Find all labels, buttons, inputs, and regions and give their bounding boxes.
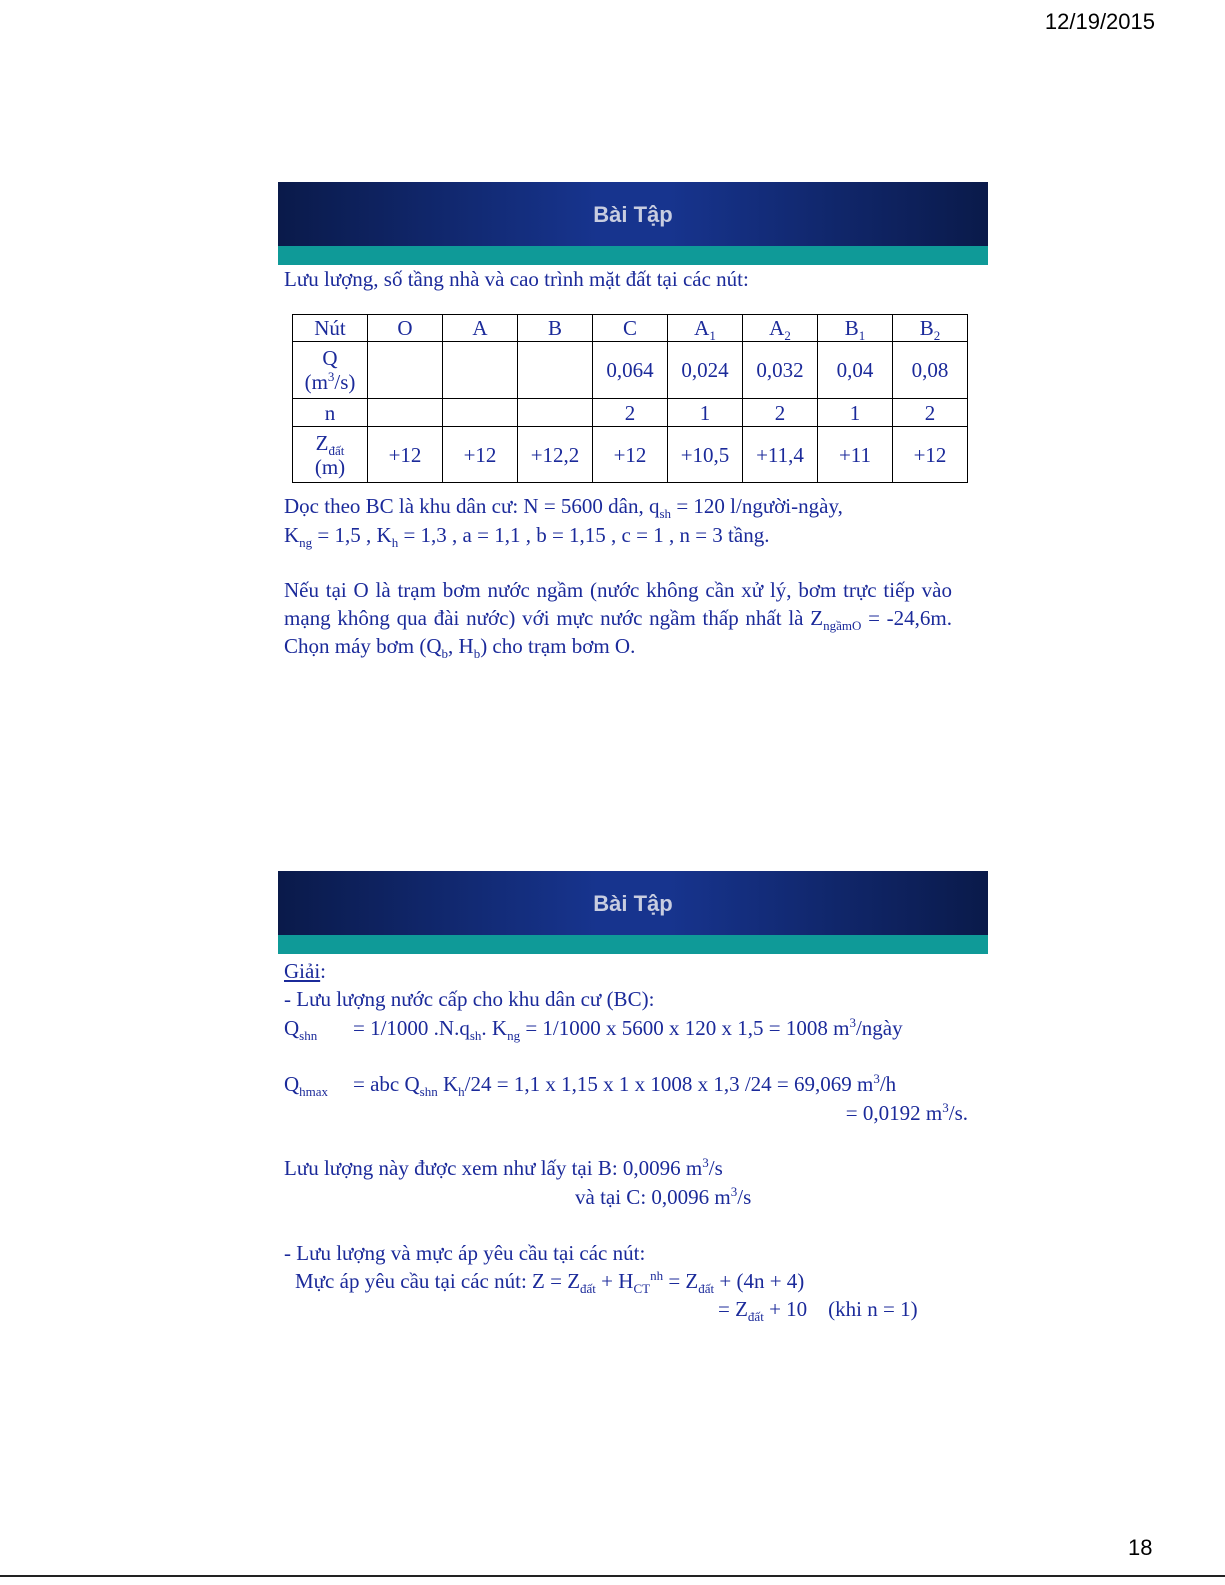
page-number: 18 — [1128, 1535, 1153, 1560]
formula-qhmax-result: = 0,0192 $m^3/s$. — [845, 1100, 968, 1125]
table-cell: 1 — [818, 399, 893, 427]
row-label-z: $Z_{đất}$ (m) — [293, 427, 368, 483]
page-date: 12/19/2015 — [1044, 9, 1155, 34]
table-row-z — [293, 427, 968, 483]
table-cell: 2 — [893, 399, 968, 427]
node-header: $A_2$ — [743, 315, 818, 342]
row-label-node: Nút — [293, 315, 368, 342]
node-header: A — [443, 315, 518, 342]
node-header: $B_2$ — [893, 315, 968, 342]
row-label-q: Q $(m^3/s)$ — [293, 342, 368, 399]
table-cell — [368, 342, 443, 399]
node-header: $A_1$ — [668, 315, 743, 342]
solution-heading: Giải: — [284, 959, 326, 983]
formula-qshn: = 1/1000 $.N.q_{sh}$. $K_{ng} = 1/1000$ x 5600 x 120 x 1,5 = 1008 $m^3$/ngày — [353, 1015, 903, 1044]
row-label-n: n — [293, 399, 368, 427]
table-cell: 0,08 — [893, 342, 968, 399]
table-cell — [518, 399, 593, 427]
flow-at-c: và tại C: 0,0096 $m^3/s$ — [575, 1184, 752, 1209]
formula-qhmax: = abc $Q_{shn}$ $K_h/24 = 1,1$ x 1,15 x 1 x 1008 x 1,3 /24 = 69,069 $m^3/h$ — [353, 1071, 897, 1100]
table-cell — [443, 342, 518, 399]
table-cell: +12 — [893, 427, 968, 483]
slide-1 — [278, 182, 988, 782]
table-row-node — [293, 315, 968, 342]
table-cell — [518, 342, 593, 399]
slide-title: Bài Tập — [593, 202, 673, 227]
table-cell: 0,064 — [593, 342, 668, 399]
table-cell: 0,032 — [743, 342, 818, 399]
table-cell: 0,024 — [668, 342, 743, 399]
flow-at-b: Lưu lượng này được xem như lấy tại B: 0,0096 $m^3/s$ — [284, 1155, 723, 1180]
table-cell: +10,5 — [668, 427, 743, 483]
table-cell: +11 — [818, 427, 893, 483]
formula-qshn-label: $Q_{shn}$ — [284, 1016, 318, 1044]
paragraph-pump-station: Nếu tại O là trạm bơm nước ngầm (nước không cần xử lý, bơm trực tiếp vào mạng không qua đài nước) với mực nước ngầm thấp nhất là $Z_{ngầmO} = -24,6m$. Chọn máy bơm ($Q_b$, $H_b$) cho trạm bơm O. — [284, 578, 952, 662]
table-row-n — [293, 399, 968, 427]
title-accent-bar — [278, 246, 988, 265]
slide-title: Bài Tập — [593, 891, 673, 916]
solution-line: - Lưu lượng nước cấp cho khu dân cư (BC): — [284, 987, 655, 1011]
solution-line: - Lưu lượng và mực áp yêu cầu tại các nút: — [284, 1241, 646, 1265]
node-header: B — [518, 315, 593, 342]
table-cell: 0,04 — [818, 342, 893, 399]
node-data-table — [292, 314, 968, 483]
table-row-q — [293, 342, 968, 399]
table-cell: 2 — [743, 399, 818, 427]
formula-qhmax-label: $Q_{hmax}$ — [284, 1072, 329, 1100]
table-cell: +12 — [593, 427, 668, 483]
pressure-formula-result: = $Z_{đất} + 10$ (khi n = 1) — [718, 1297, 918, 1325]
table-cell: +12 — [368, 427, 443, 483]
intro-text: Lưu lượng, số tầng nhà và cao trình mặt đất tại các nút: — [284, 267, 749, 291]
table-cell: 2 — [593, 399, 668, 427]
title-accent-bar — [278, 935, 988, 954]
table-cell: 1 — [668, 399, 743, 427]
footer-rule — [0, 1575, 1225, 1577]
node-header: $B_1$ — [818, 315, 893, 342]
pressure-formula: Mực áp yêu cầu tại các nút: $Z = Z_{đất} + H_{CT}^{nh} = Z_{đất} + (4n + 4)$ — [295, 1268, 805, 1297]
table-cell: +12 — [443, 427, 518, 483]
node-header: O — [368, 315, 443, 342]
node-header: C — [593, 315, 668, 342]
paragraph-coefficients: $K_{ng} = 1,5$ , $K_h = 1,3$ , a = 1,1 , b = 1,15 , c = 1 , n = 3 tầng. — [284, 523, 770, 551]
table-cell — [443, 399, 518, 427]
table-cell: +11,4 — [743, 427, 818, 483]
table-cell — [368, 399, 443, 427]
paragraph-residential: Dọc theo BC là khu dân cư: N = 5600 dân, $q_{sh} = 120$ l/người-ngày, — [284, 494, 843, 522]
table-cell: +12,2 — [518, 427, 593, 483]
slide-2 — [278, 871, 988, 1471]
